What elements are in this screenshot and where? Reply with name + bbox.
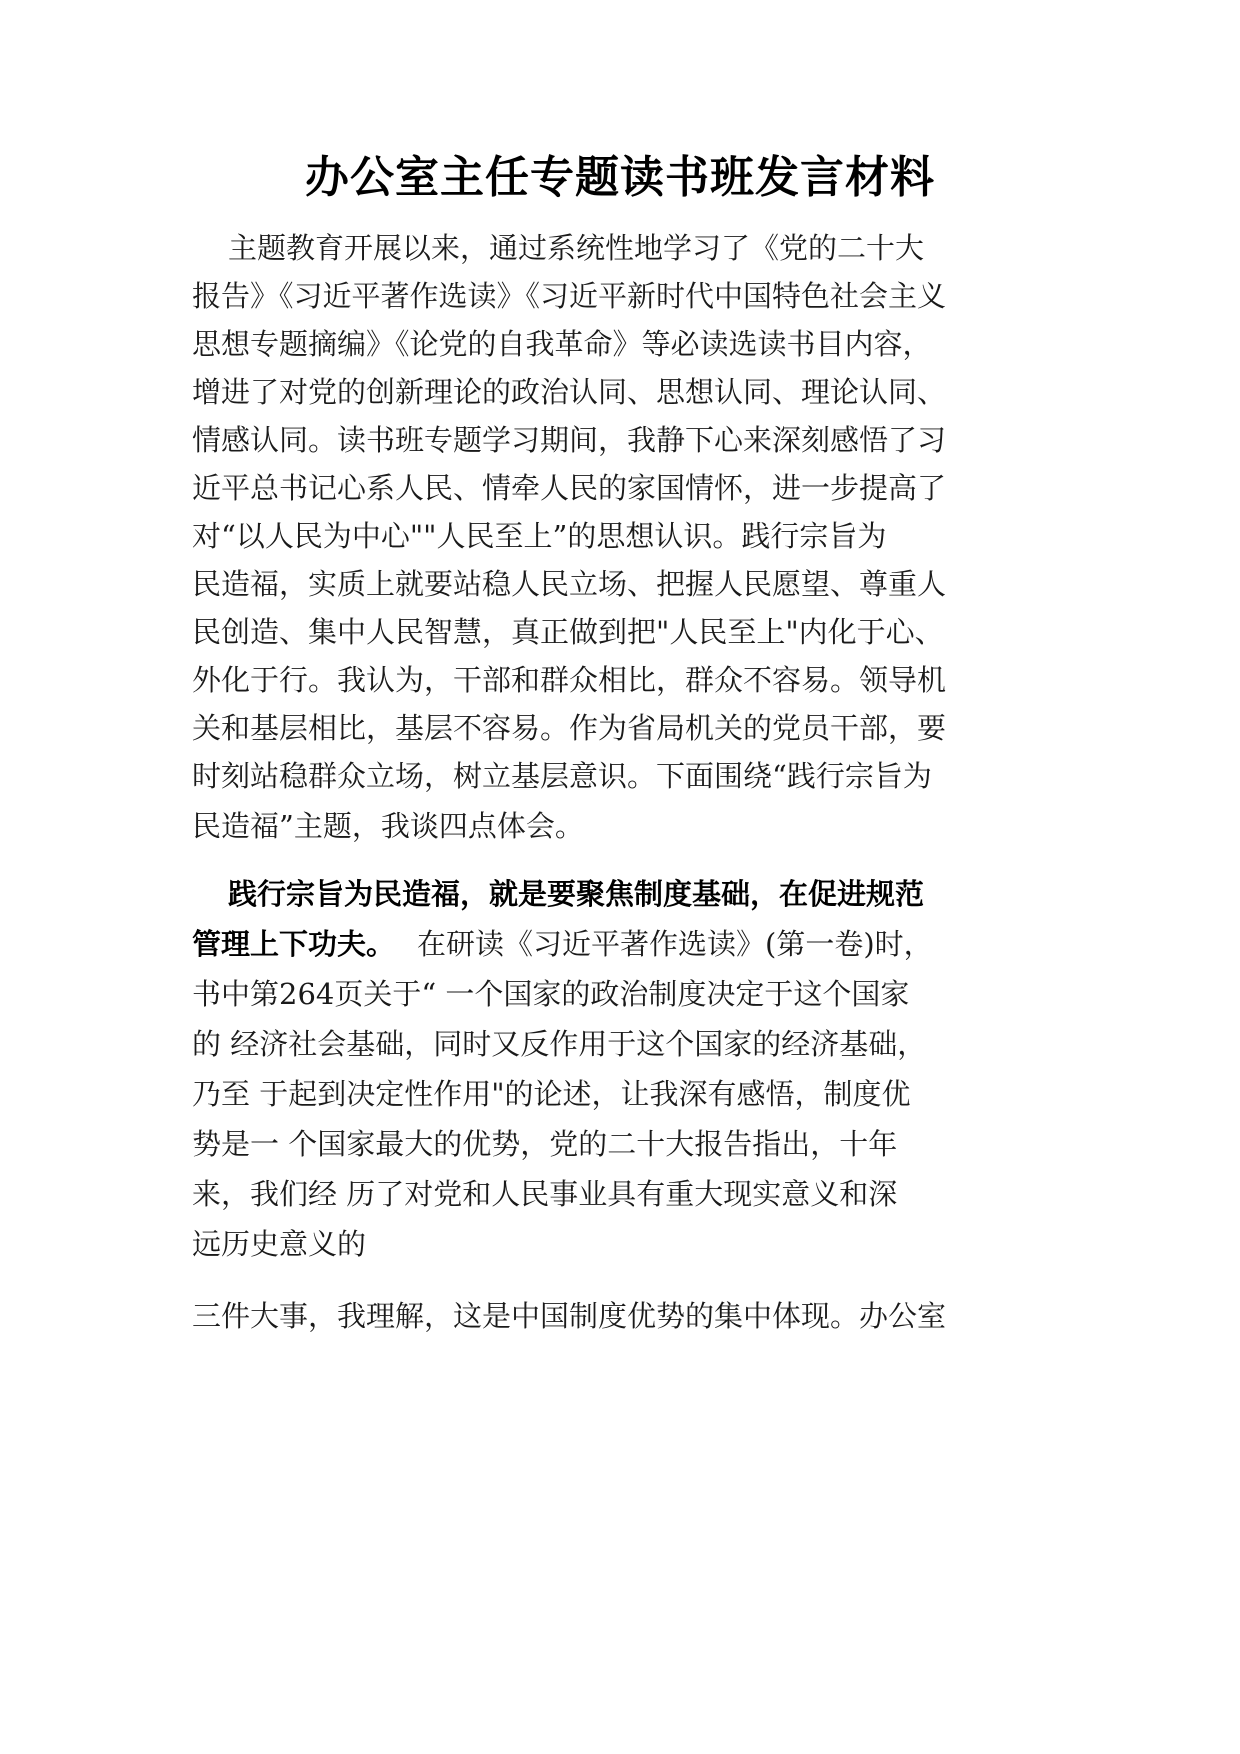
paragraph-1-line-6: 近平总书记心系人民、情牵人民的家国情怀，进一步提高了 [192,471,947,505]
paragraph-2-bold-lead-end: 管理上下功夫。 [192,927,396,961]
paragraph-2-line-6: 势是一 个国家最大的优势，党的二十大报告指出，十年 [192,1127,898,1161]
paragraph-2-line-4: 的 经济社会基础，同时又反作用于这个国家的经济基础， [192,1027,927,1061]
paragraph-1-line-8: 民造福，实质上就要站稳人民立场、把握人民愿望、尊重人 [192,567,947,601]
paragraph-2-line-5: 乃至 于起到决定性作用"的论述，让我深有感悟，制度优 [192,1077,911,1111]
paragraph-3-line-1: 三件大事，我理解，这是中国制度优势的集中体现。办公室 [192,1299,947,1333]
paragraph-2-line-8: 远历史意义的 [192,1227,367,1261]
paragraph-1-line-13: 民造福”主题，我谈四点体会。 [192,809,584,843]
paragraph-1-line-7: 对“以人民为中心""人民至上”的思想认识。践行宗旨为 [192,519,887,553]
paragraph-1-line-10: 外化于行。我认为，干部和群众相比，群众不容易。领导机 [192,663,947,697]
paragraph-1-line-1: 主题教育开展以来，通过系统性地学习了《党的二十大 [228,231,925,265]
paragraph-1-line-4: 增进了对党的创新理论的政治认同、思想认同、理论认同、 [192,375,947,409]
paragraph-2-line-2 [192,920,933,968]
document-title: 办公室主任专题读书班发言材料 [305,152,935,203]
paragraph-2-line-7: 来，我们经 历了对党和人民事业具有重大现实意义和深 [192,1177,898,1211]
paragraph-1-line-5: 情感认同。读书班专题学习期间，我静下心来深刻感悟了习 [192,423,947,457]
paragraph-2-bold-lead: 践行宗旨为民造福，就是要聚焦制度基础，在促进规范 [228,877,925,911]
paragraph-2-line-2-text: 在研读《习近平著作选读》(第一卷)时， [417,927,933,961]
paragraph-2-line-3: 书中第264页关于“ 一个国家的政治制度决定于这个国家 [192,977,910,1011]
paragraph-1-line-3: 思想专题摘编》《论党的自我革命》等必读选读书目内容， [192,327,932,361]
paragraph-1-line-2: 报告》《习近平著作选读》《习近平新时代中国特色社会主义 [192,279,947,313]
paragraph-2-line-1 [228,870,924,918]
paragraph-1-line-12: 时刻站稳群众立场，树立基层意识。下面围绕“践行宗旨为 [192,759,932,793]
paragraph-1-line-11: 关和基层相比，基层不容易。作为省局机关的党员干部，要 [192,711,947,745]
paragraph-1-line-9: 民创造、集中人民智慧，真正做到把"人民至上"内化于心、 [192,615,944,649]
